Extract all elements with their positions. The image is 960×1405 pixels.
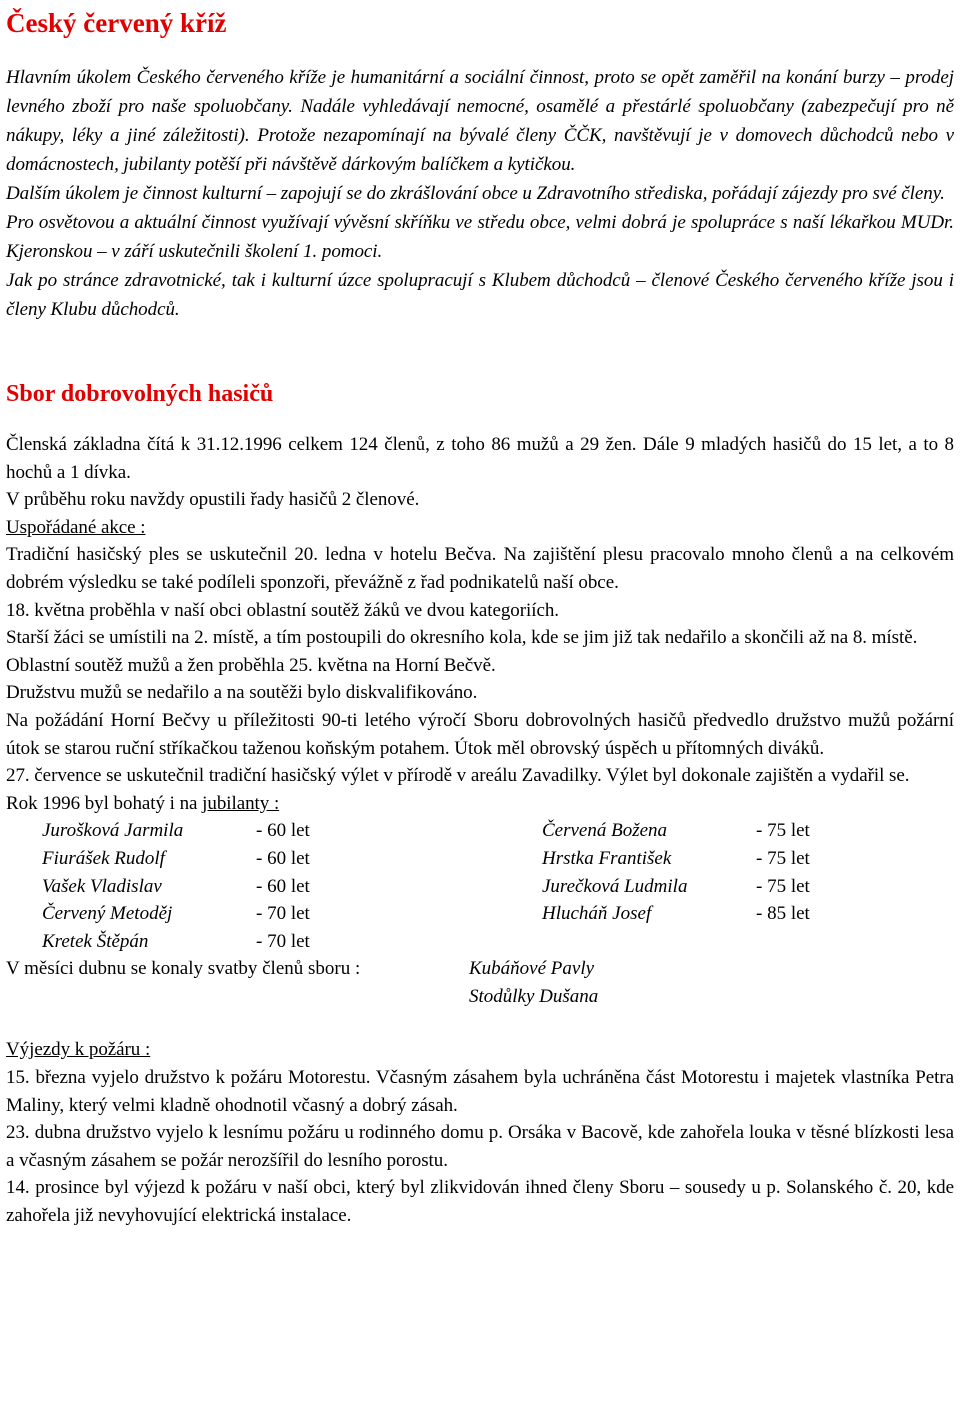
- jubilee-age: - 75 let: [756, 820, 810, 842]
- jubilee-row: [42, 817, 542, 845]
- events-heading: Uspořádané akce :: [6, 516, 146, 538]
- red-cross-paragraph-3: Pro osvětovou a aktuální činnost využívají vývěsní skříňku ve středu obce, velmi dobrá je spolupráce s naší lékařkou MUDr. Kjeronskou – v září uskutečnili školení 1. pomoci.: [6, 212, 954, 262]
- event-item: Oblastní soutěž mužů a žen proběhla 25. května na Horní Bečvě.: [6, 654, 496, 676]
- jubilee-name: Jurošková Jarmila: [42, 820, 184, 842]
- jubilee-row: [542, 845, 810, 873]
- firefighters-section: [6, 379, 954, 1230]
- jubilee-age: - 70 let: [256, 903, 310, 925]
- jubilee-name: Hrstka František: [542, 847, 672, 869]
- weddings-block: [6, 955, 954, 1010]
- jubilee-age: - 70 let: [256, 930, 310, 952]
- membership-text: Členská základna čítá k 31.12.1996 celkem 124 členů, z toho 86 mužů a 29 žen. Dále 9 mladých hasičů do 15 let, a to 8 hochů a 1 dívka.: [6, 434, 954, 483]
- event-item: Tradiční hasičský ples se uskutečnil 20. ledna v hotelu Bečva. Na zajištění plesu pracovalo mnoho členů a na celkovém dobrém výsledku se také podíleli sponzoři, převážně z řad podnikatelů naší obce.: [6, 544, 954, 593]
- red-cross-paragraph-2: Dalším úkolem je činnost kulturní – zapojují se do zkrášlování obce u Zdravotního střediska, pořádají zájezdy pro své členy.: [6, 183, 945, 204]
- jubilee-row: [42, 900, 542, 928]
- event-item: 18. května proběhla v naší obci oblastní soutěž žáků ve dvou kategoriích.: [6, 599, 560, 621]
- jubilee-intro-line: [6, 790, 954, 818]
- fire-item: 23. dubna družstvo vyjelo k lesnímu požáru u rodinného domu p. Orsáka v Bacově, kde zahořela louka v těsné blízkosti lesa a včasným zásahem se požár nerozšířil do lesního porostu.: [6, 1122, 954, 1171]
- jubilee-name: Kretek Štěpán: [42, 930, 149, 952]
- jubilee-row: [42, 928, 542, 956]
- jubilee-table-left: [42, 817, 542, 955]
- deaths-text: V průběhu roku navždy opustili řady hasičů 2 členové.: [6, 489, 420, 511]
- jubilee-row: [42, 873, 542, 901]
- jubilee-row: [42, 845, 542, 873]
- event-item: Starší žáci se umístili na 2. místě, a tím postoupili do okresního kola, kde se jim již tak nedařilo a skončili až na 8. místě.: [6, 627, 918, 649]
- jubilee-name: Fiurášek Rudolf: [42, 847, 165, 869]
- jubilee-table-right: [542, 817, 810, 927]
- jubilee-age: - 60 let: [256, 875, 310, 897]
- jubilee-name: Hlucháň Josef: [542, 903, 652, 925]
- weddings-names: [469, 955, 598, 1010]
- wedding-name: Stodůlky Dušana: [469, 985, 599, 1007]
- red-cross-paragraph-1: Hlavním úkolem Českého červeného kříže je humanitární a sociální činnost, proto se opět zaměřil na konání burzy – prodej levného zboží pro naše spoluobčany. Nadále vyhledávají nemocné, osamělé a přestárlé spoluobčany (zabezpečují pro ně nákupy, léky a jiné záležitosti). Protože nezapomínají na bývalé členy ČČK, navštěvují je v domovech důchodců nebo v domácnostech, jubilanty potěší při návštěvě dárkovým balíčkem a kytičkou.: [6, 67, 954, 175]
- red-cross-section: [6, 0, 954, 324]
- red-cross-paragraph-4: Jak po stránce zdravotnické, tak i kulturní úzce spolupracují s Klubem důchodců – členové Českého červeného kříže jsou i členy Klubu důchodců.: [6, 270, 954, 320]
- event-item: Družstvu mužů se nedařilo a na soutěži bylo diskvalifikováno.: [6, 682, 478, 704]
- wedding-name: Kubáňové Pavly: [469, 958, 595, 980]
- jubilee-age: - 60 let: [256, 847, 310, 869]
- jubilee-name: Červený Metoděj: [42, 903, 173, 925]
- event-item: 27. července se uskutečnil tradiční hasičský výlet v přírodě v areálu Zavadilky. Výlet byl dokonale zajištěn a vydařil se.: [6, 765, 910, 787]
- fire-item: 15. března vyjelo družstvo k požáru Motorestu. Včasným zásahem byla uchráněna část Motorestu i majetek vlastníka Petra Maliny, který velmi kladně ohodnotil včasný a dobrý zásah.: [6, 1067, 954, 1116]
- jubilee-row: [542, 873, 810, 901]
- jubilee-label: jubilanty :: [202, 792, 280, 814]
- jubilee-intro: Rok 1996 byl bohatý i na: [6, 792, 198, 814]
- jubilee-row: [542, 900, 810, 928]
- jubilee-name: Červená Božena: [542, 820, 668, 842]
- fires-heading: Výjezdy k požáru :: [6, 1039, 151, 1061]
- event-item: Na požádání Horní Bečvy u příležitosti 90-ti letého výročí Sboru dobrovolných hasičů předvedlo družstvo mužů požární útok se starou ruční stříkačkou taženou koňským potahem. Útok měl obrovský úspěch u přítomných diváků.: [6, 709, 954, 759]
- firefighters-heading: Sbor dobrovolných hasičů: [6, 381, 274, 407]
- jubilee-age: - 60 let: [256, 820, 310, 842]
- jubilee-row: [542, 817, 810, 845]
- red-cross-heading: Český červený kříž: [6, 8, 227, 38]
- jubilee-age: - 75 let: [756, 847, 810, 869]
- jubilee-age: - 75 let: [756, 875, 810, 897]
- fire-item: 14. prosince byl výjezd k požáru v naší obci, který byl zlikvidován ihned členy Sboru – sousedy u p. Solanského č. 20, kde zahořela již nevyhovující elektrická instalace.: [6, 1177, 954, 1227]
- jubilee-age: - 85 let: [756, 903, 810, 925]
- weddings-intro: V měsíci dubnu se konaly svatby členů sboru :: [6, 958, 361, 980]
- jubilee-name: Jurečková Ludmila: [542, 875, 688, 897]
- jubilee-name: Vašek Vladislav: [42, 875, 162, 897]
- jubilee-list: [6, 817, 954, 955]
